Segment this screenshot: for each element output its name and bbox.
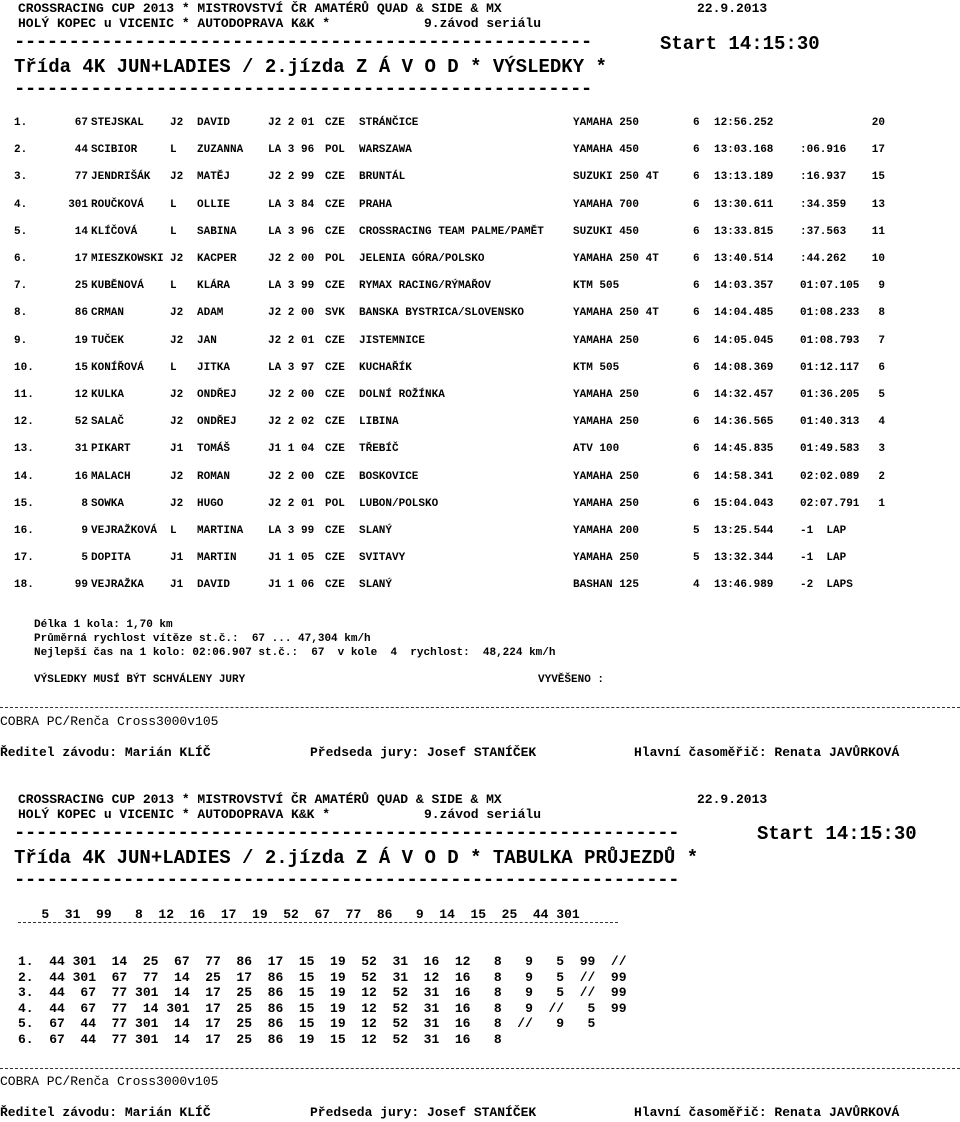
result-laps: 6	[693, 307, 700, 320]
result-row	[0, 198, 960, 212]
result-num: 77	[74, 171, 88, 184]
result-pts: 4	[878, 416, 885, 429]
result-pos: 2.	[14, 144, 28, 157]
result-club: LUBON/POLSKO	[359, 497, 439, 510]
result-num: 14	[74, 225, 88, 238]
result-row	[0, 334, 960, 348]
result-bike: BASHAN 125	[573, 579, 640, 592]
result-pts: 1	[878, 497, 885, 510]
result-cls: J2 2 00	[268, 307, 315, 320]
result-cat: L	[170, 225, 177, 238]
result-row	[0, 306, 960, 320]
result-club: SLANÝ	[359, 579, 393, 592]
result-pts: 11	[871, 225, 885, 238]
result-first: SABINA	[197, 225, 237, 238]
result-laps: 6	[693, 334, 700, 347]
result-cat: J2	[170, 307, 184, 320]
footer-separator-2	[0, 1068, 960, 1069]
result-bike: KTM 505	[573, 280, 620, 293]
result-row	[0, 470, 960, 484]
result-cls: LA 3 97	[268, 361, 315, 374]
result-club: JELENIA GÓRA/POLSKO	[359, 253, 485, 265]
lap-table-title: Třída 4K JUN+LADIES / 2.jízda Z Á V O D * TABULKA PRŮJEZDŮ *	[14, 847, 699, 869]
result-gap: 01:40.313	[800, 416, 860, 429]
result-surname: KONÍŘOVÁ	[91, 361, 144, 374]
result-bike: YAMAHA 250 4T	[573, 253, 659, 265]
result-time: 13:30.611	[714, 198, 774, 211]
result-pos: 18.	[14, 579, 34, 592]
software-credit: COBRA PC/Renča Cross3000v105	[0, 714, 219, 729]
result-bike: YAMAHA 250	[573, 334, 640, 347]
result-first: MARTIN	[197, 552, 237, 565]
lap-row: 5. 67 44 77 301 14 17 25 86 15 19 12 52 31 16 8 // 9 5	[18, 1016, 596, 1031]
header-rule-top: -----------------------------------------------------	[14, 35, 592, 49]
result-surname: SOWKA	[91, 497, 125, 510]
result-club: BOSKOVICE	[359, 470, 419, 483]
result-pos: 1.	[14, 117, 28, 129]
result-row	[0, 442, 960, 456]
result-time: 13:46.989	[714, 579, 774, 592]
result-pts: 15	[871, 171, 885, 184]
result-bike: SUZUKI 250 4T	[573, 171, 659, 184]
result-laps: 5	[693, 525, 700, 537]
result-pos: 13.	[14, 443, 34, 456]
result-cat: L	[170, 361, 177, 374]
result-laps: 6	[693, 144, 700, 157]
result-time: 13:33.815	[714, 225, 774, 238]
result-pos: 8.	[14, 307, 28, 320]
result-num: 52	[74, 416, 88, 429]
result-bike: YAMAHA 250	[573, 416, 640, 429]
event-location-2: HOLÝ KOPEC u VICENIC * AUTODOPRAVA K&K *	[18, 807, 331, 822]
result-num: 31	[74, 443, 88, 456]
result-gap: 01:08.233	[800, 307, 860, 320]
result-cat: L	[170, 525, 177, 537]
result-cat: J2	[170, 416, 184, 429]
result-pts: 13	[871, 198, 885, 211]
event-title-2: CROSSRACING CUP 2013 * MISTROVSTVÍ ČR AMATÉRŮ QUAD & SIDE & MX	[18, 792, 502, 807]
result-club: LIBINA	[359, 416, 399, 429]
result-pos: 15.	[14, 497, 34, 510]
result-surname: KUBĚNOVÁ	[91, 280, 144, 293]
result-surname: MIESZKOWSKI	[91, 253, 164, 265]
result-num: 8	[81, 497, 88, 510]
chief-timekeeper-2: Hlavní časoměřič: Renata JAVŮRKOVÁ	[634, 1105, 900, 1120]
result-pts: 7	[878, 334, 885, 347]
result-row	[0, 415, 960, 429]
result-club: BANSKA BYSTRICA/SLOVENSKO	[359, 307, 525, 320]
result-time: 14:32.457	[714, 389, 774, 401]
result-pos: 11.	[14, 389, 34, 401]
result-club: KUCHAŘÍK	[359, 361, 412, 374]
result-gap: -2 LAPS	[800, 579, 853, 592]
result-bike: YAMAHA 250 4T	[573, 307, 659, 320]
result-time: 14:45.835	[714, 443, 774, 456]
result-surname: ROUČKOVÁ	[91, 198, 144, 211]
result-bike: YAMAHA 250	[573, 552, 640, 565]
result-first: ONDŘEJ	[197, 416, 237, 429]
result-time: 14:08.369	[714, 361, 774, 374]
result-surname: VEJRAŽKOVÁ	[91, 525, 158, 537]
lap-row: 2. 44 301 67 77 14 25 17 86 15 19 52 31 12 16 8 9 5 // 99	[18, 969, 627, 985]
result-first: KLÁRA	[197, 280, 231, 293]
header-rule-bottom: -----------------------------------------------------	[14, 82, 592, 96]
result-nat: CZE	[325, 579, 345, 592]
result-nat: POL	[325, 497, 345, 510]
result-first: ROMAN	[197, 470, 231, 483]
header-rule-bottom-2: -------------------------------------------------------------	[14, 873, 680, 887]
result-bike: SUZUKI 450	[573, 225, 640, 238]
result-nat: CZE	[325, 552, 345, 565]
result-num: 25	[74, 280, 88, 293]
result-cat: J1	[170, 443, 184, 456]
jury-approval-note: VÝSLEDKY MUSÍ BÝT SCHVÁLENY JURY	[34, 674, 246, 686]
result-row	[0, 279, 960, 293]
result-nat: SVK	[325, 307, 345, 320]
result-laps: 6	[693, 443, 700, 456]
result-gap: 01:07.105	[800, 280, 860, 293]
result-laps: 6	[693, 470, 700, 483]
result-num: 301	[68, 198, 88, 211]
result-first: DAVID	[197, 579, 231, 592]
result-row	[0, 388, 960, 402]
result-num: 5	[81, 552, 88, 565]
result-gap: :44.262	[800, 253, 847, 265]
result-laps: 6	[693, 117, 700, 129]
result-cls: J2 2 02	[268, 416, 315, 429]
result-nat: CZE	[325, 334, 345, 347]
result-pts: 2	[878, 470, 885, 483]
result-num: 15	[74, 361, 88, 374]
result-cls: J2 2 00	[268, 389, 315, 401]
result-pos: 10.	[14, 361, 34, 374]
result-surname: JENDRIŠÁK	[91, 171, 151, 184]
lap-row: 3. 44 67 77 301 14 17 25 86 15 19 12 52 31 16 8 9 5 // 99	[18, 985, 627, 1000]
result-first: JITKA	[197, 361, 231, 374]
result-laps: 6	[693, 198, 700, 211]
result-nat: CZE	[325, 470, 345, 483]
result-nat: POL	[325, 253, 345, 265]
lap-row: 1. 44 301 14 25 67 77 86 17 15 19 52 31 16 12 8 9 5 99 //	[18, 954, 627, 969]
result-laps: 6	[693, 253, 700, 265]
result-first: ONDŘEJ	[197, 389, 237, 401]
result-nat: CZE	[325, 280, 345, 293]
result-pts: 9	[878, 280, 885, 293]
start-time: Start 14:15:30	[660, 33, 820, 55]
event-date: 22.9.2013	[697, 1, 768, 16]
result-first: JAN	[197, 334, 217, 347]
race-director-2: Ředitel závodu: Marián KLÍČ	[0, 1105, 211, 1120]
result-pts: 5	[878, 389, 885, 401]
result-surname: VEJRAŽKA	[91, 579, 144, 592]
result-cls: J1 1 06	[268, 579, 315, 592]
winner-average-speed: Průměrná rychlost vítěze st.č.: 67 ... 47,304 km/h	[34, 633, 371, 645]
result-club: JISTEMNICE	[359, 334, 426, 347]
result-laps: 6	[693, 416, 700, 429]
result-time: 13:32.344	[714, 552, 774, 565]
chief-timekeeper: Hlavní časoměřič: Renata JAVŮRKOVÁ	[634, 745, 900, 760]
result-club: CROSSRACING TEAM PALME/PAMĚT	[359, 225, 544, 238]
result-time: 13:25.544	[714, 525, 774, 537]
result-num: 19	[74, 334, 88, 347]
result-cat: J2	[170, 253, 184, 265]
result-pos: 9.	[14, 334, 28, 347]
result-surname: KLÍČOVÁ	[91, 225, 138, 238]
result-surname: SALAČ	[91, 416, 125, 429]
result-pts: 8	[878, 307, 885, 320]
event-series: 9.závod seriálu	[424, 16, 542, 31]
result-surname: TUČEK	[91, 334, 125, 347]
result-pos: 12.	[14, 416, 34, 429]
result-cat: L	[170, 144, 177, 157]
result-num: 12	[74, 389, 88, 401]
result-cat: L	[170, 280, 177, 293]
result-cat: J2	[170, 117, 184, 129]
result-club: PRAHA	[359, 198, 393, 211]
result-gap: 02:02.089	[800, 470, 860, 483]
event-title: CROSSRACING CUP 2013 * MISTROVSTVÍ ČR AMATÉRŮ QUAD & SIDE & MX	[18, 1, 502, 16]
result-gap: -1 LAP	[800, 525, 847, 537]
result-pos: 4.	[14, 198, 28, 211]
result-num: 86	[74, 307, 88, 320]
result-num: 44	[74, 144, 88, 157]
result-first: HUGO	[197, 497, 224, 510]
result-bike: ATV 100	[573, 443, 620, 456]
result-time: 14:04.485	[714, 307, 774, 320]
result-gap: 01:08.793	[800, 334, 860, 347]
result-nat: CZE	[325, 416, 345, 429]
result-cat: J2	[170, 470, 184, 483]
header-rule-top-2: -------------------------------------------------------------	[14, 826, 680, 840]
result-cls: J2 2 00	[268, 253, 315, 265]
result-pos: 5.	[14, 225, 28, 238]
event-series-2: 9.závod seriálu	[424, 807, 542, 822]
result-cls: J1 1 04	[268, 443, 315, 456]
result-nat: CZE	[325, 225, 345, 238]
results-title: Třída 4K JUN+LADIES / 2.jízda Z Á V O D * VÝSLEDKY *	[14, 56, 607, 78]
result-bike: YAMAHA 250	[573, 497, 640, 510]
result-gap: :06.916	[800, 144, 847, 157]
result-cat: J1	[170, 552, 184, 565]
result-gap: :16.937	[800, 171, 847, 184]
result-cat: L	[170, 198, 177, 211]
result-cls: J2 2 99	[268, 171, 315, 184]
event-location: HOLÝ KOPEC u VICENIC * AUTODOPRAVA K&K *	[18, 16, 331, 31]
software-credit-2: COBRA PC/Renča Cross3000v105	[0, 1074, 219, 1089]
result-nat: CZE	[325, 361, 345, 374]
result-time: 13:13.189	[714, 171, 774, 184]
result-bike: YAMAHA 250	[573, 117, 640, 129]
result-club: STRÁNČICE	[359, 117, 419, 129]
result-nat: CZE	[325, 117, 345, 129]
result-row	[0, 116, 960, 130]
result-first: ZUZANNA	[197, 144, 244, 157]
result-row	[0, 361, 960, 375]
result-nat: CZE	[325, 198, 345, 211]
result-laps: 4	[693, 579, 700, 592]
result-surname: STEJSKAL	[91, 117, 144, 129]
result-num: 9	[81, 525, 88, 537]
result-cls: LA 3 99	[268, 525, 315, 537]
result-gap: -1 LAP	[800, 552, 847, 565]
jury-chairman: Předseda jury: Josef STANÍČEK	[310, 745, 537, 760]
result-laps: 5	[693, 552, 700, 565]
result-surname: DOPITA	[91, 552, 131, 565]
result-pts: 10	[871, 253, 885, 265]
result-laps: 6	[693, 361, 700, 374]
result-laps: 6	[693, 171, 700, 184]
result-row	[0, 551, 960, 565]
lap-row: 4. 44 67 77 14 301 17 25 86 15 19 12 52 31 16 8 9 // 5 99	[18, 1000, 627, 1016]
result-gap: :34.359	[800, 198, 847, 211]
result-bike: YAMAHA 250	[573, 389, 640, 401]
result-gap: 01:36.205	[800, 389, 860, 401]
result-club: RYMAX RACING/RÝMAŘOV	[359, 280, 492, 293]
result-time: 15:04.043	[714, 497, 774, 510]
result-time: 13:03.168	[714, 144, 774, 157]
result-time: 14:03.357	[714, 280, 774, 293]
result-first: ADAM	[197, 307, 224, 320]
result-laps: 6	[693, 225, 700, 238]
result-cat: J1	[170, 579, 184, 592]
result-row	[0, 252, 960, 266]
result-gap: 02:07.791	[800, 497, 860, 510]
result-pts: 20	[871, 117, 885, 129]
result-bike: YAMAHA 250	[573, 470, 640, 483]
result-club: SLANÝ	[359, 525, 393, 537]
result-cls: LA 3 96	[268, 144, 315, 157]
result-laps: 6	[693, 497, 700, 510]
result-cat: J2	[170, 171, 184, 184]
result-num: 16	[74, 470, 88, 483]
result-cls: J2 2 01	[268, 334, 315, 347]
lap-table-numbers: 5 31 99 8 12 16 17 19 52 67 77 86 9 14 15 25 44 301	[18, 907, 580, 922]
result-num: 17	[74, 253, 88, 265]
result-row	[0, 578, 960, 592]
result-nat: CZE	[325, 443, 345, 456]
result-time: 14:05.045	[714, 334, 774, 347]
result-nat: CZE	[325, 389, 345, 401]
result-pos: 7.	[14, 280, 28, 293]
result-time: 14:58.341	[714, 470, 774, 483]
result-cls: J2 2 00	[268, 470, 315, 483]
result-pos: 17.	[14, 552, 34, 565]
result-row	[0, 497, 960, 511]
result-pts: 17	[871, 144, 885, 157]
result-cls: LA 3 84	[268, 198, 315, 211]
result-pts: 6	[878, 361, 885, 374]
result-club: WARSZAWA	[359, 144, 412, 157]
lap-table-rule	[18, 922, 618, 923]
result-pos: 6.	[14, 253, 28, 265]
best-lap: Nejlepší čas na 1 kolo: 02:06.907 st.č.: 67 v kole 4 rychlost: 48,224 km/h	[34, 647, 556, 659]
result-pos: 16.	[14, 525, 34, 537]
result-bike: KTM 505	[573, 361, 620, 374]
result-gap: 01:12.117	[800, 361, 860, 374]
result-club: BRUNTÁL	[359, 171, 406, 184]
result-row	[0, 524, 960, 538]
race-director: Ředitel závodu: Marián KLÍČ	[0, 745, 211, 760]
result-cls: J2 2 01	[268, 117, 315, 129]
lap-length: Délka 1 kola: 1,70 km	[34, 619, 173, 631]
result-surname: PIKART	[91, 443, 131, 456]
result-cat: J2	[170, 334, 184, 347]
result-first: MATĚJ	[197, 171, 231, 184]
result-club: TŘEBÍČ	[359, 443, 399, 456]
result-nat: CZE	[325, 525, 345, 537]
result-surname: KULKA	[91, 389, 125, 401]
result-time: 12:56.252	[714, 117, 774, 129]
result-first: MARTINA	[197, 525, 244, 537]
result-pos: 3.	[14, 171, 28, 184]
result-bike: YAMAHA 200	[573, 525, 640, 537]
footer-separator	[0, 707, 960, 708]
result-cat: J2	[170, 389, 184, 401]
result-cls: J2 2 01	[268, 497, 315, 510]
result-surname: MALACH	[91, 470, 131, 483]
result-first: DAVID	[197, 117, 231, 129]
result-row	[0, 225, 960, 239]
start-time-2: Start 14:15:30	[757, 823, 917, 845]
event-date-2: 22.9.2013	[697, 792, 768, 807]
result-cls: J1 1 05	[268, 552, 315, 565]
result-time: 14:36.565	[714, 416, 774, 429]
result-bike: YAMAHA 700	[573, 198, 640, 211]
posted-label: VYVĚŠENO :	[538, 674, 605, 686]
result-row	[0, 143, 960, 157]
result-cat: J2	[170, 497, 184, 510]
result-surname: CRMAN	[91, 307, 125, 320]
result-pts: 3	[878, 443, 885, 456]
result-bike: YAMAHA 450	[573, 144, 640, 157]
result-gap: 01:49.583	[800, 443, 860, 456]
jury-chairman-2: Předseda jury: Josef STANÍČEK	[310, 1105, 537, 1120]
result-row	[0, 170, 960, 184]
result-laps: 6	[693, 280, 700, 293]
result-cls: LA 3 99	[268, 280, 315, 293]
lap-row: 6. 67 44 77 301 14 17 25 86 19 15 12 52 31 16 8	[18, 1031, 502, 1047]
result-gap: :37.563	[800, 225, 847, 238]
result-first: TOMÁŠ	[197, 443, 231, 456]
result-pos: 14.	[14, 470, 34, 483]
result-num: 67	[74, 117, 88, 129]
result-laps: 6	[693, 389, 700, 401]
result-time: 13:40.514	[714, 253, 774, 265]
result-nat: POL	[325, 144, 345, 157]
result-nat: CZE	[325, 171, 345, 184]
result-club: SVITAVY	[359, 552, 406, 565]
result-cls: LA 3 96	[268, 225, 315, 238]
result-first: OLLIE	[197, 198, 231, 211]
result-first: KACPER	[197, 253, 237, 265]
result-num: 99	[74, 579, 88, 592]
result-club: DOLNÍ ROŽÍNKA	[359, 389, 445, 401]
result-surname: SCIBIOR	[91, 144, 138, 157]
